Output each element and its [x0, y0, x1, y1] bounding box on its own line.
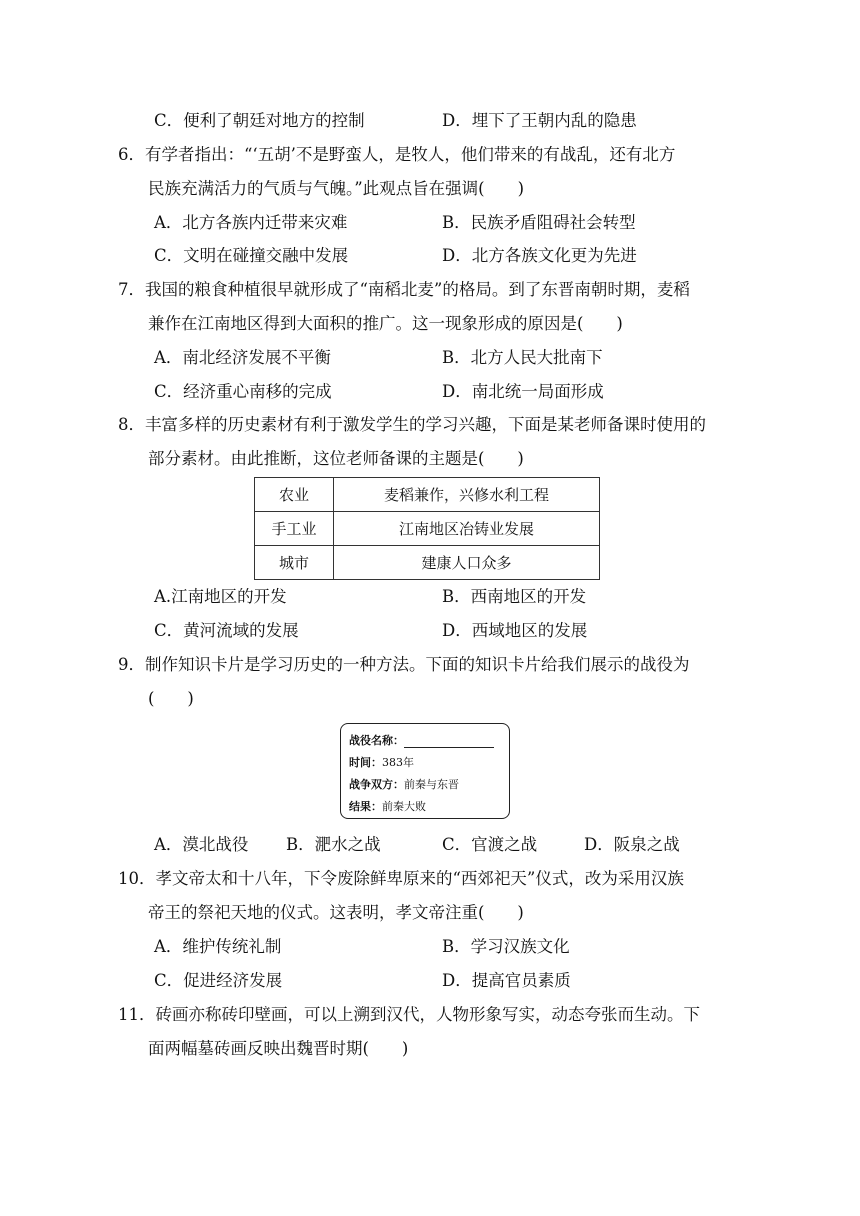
q9-stem-line2: ( )	[148, 689, 194, 708]
answer-blank	[404, 735, 494, 748]
table-row	[255, 546, 600, 580]
q10-stem-line2: 帝王的祭祀天地的仪式。这表明，孝文帝注重( )	[148, 903, 524, 922]
q6-stem-line1: 6．有学者指出：“‘五胡’不是野蛮人，是牧人，他们带来的有战乱，还有北方	[118, 145, 676, 164]
card-time-value: 383年	[382, 756, 414, 769]
table-cell: 城市	[255, 546, 334, 580]
q6-option-d: D．北方各族文化更为先进	[442, 246, 637, 265]
q8-option-c: C．黄河流域的发展	[154, 621, 299, 640]
q8-material-table	[254, 477, 600, 580]
q11-stem-line1: 11．砖画亦称砖印壁画，可以上溯到汉代，人物形象写实，动态夸张而生动。下	[118, 1005, 700, 1024]
q6-stem-line2: 民族充满活力的气质与气魄。”此观点旨在强调( )	[148, 179, 525, 198]
table-cell: 江南地区冶铸业发展	[334, 512, 600, 546]
q7-option-b: B．北方人民大批南下	[442, 348, 603, 367]
q9-stem-line1: 9．制作知识卡片是学习历史的一种方法。下面的知识卡片给我们展示的战役为	[118, 655, 690, 674]
q10-option-c: C．促进经济发展	[154, 971, 283, 990]
card-row-sides	[349, 774, 501, 796]
card-result-label: 结果：	[349, 800, 382, 813]
q10-option-d: D．提高官员素质	[442, 971, 571, 990]
q7-option-d: D．南北统一局面形成	[442, 382, 604, 401]
q8-option-d: D．西域地区的发展	[442, 621, 588, 640]
table-cell: 手工业	[255, 512, 334, 546]
q7-stem-line2: 兼作在江南地区得到大面积的推广。这一现象形成的原因是( )	[148, 314, 623, 333]
q9-option-a: A．漠北战役	[154, 835, 249, 854]
card-row-result	[349, 796, 501, 818]
card-row-name	[349, 730, 501, 752]
table-row	[255, 512, 600, 546]
card-name-label: 战役名称：	[349, 734, 404, 747]
q9-option-d: D．阪泉之战	[584, 835, 680, 854]
card-time-label: 时间：	[349, 756, 382, 769]
q5-option-c: C．便利了朝廷对地方的控制	[154, 111, 365, 130]
q6-option-b: B．民族矛盾阻碍社会转型	[442, 213, 636, 232]
q7-option-a: A．南北经济发展不平衡	[154, 348, 331, 367]
table-cell: 农业	[255, 478, 334, 512]
q9-knowledge-card	[340, 723, 510, 819]
q9-option-b: B．淝水之战	[286, 835, 381, 854]
q9-option-c: C．官渡之战	[442, 835, 538, 854]
q7-option-c: C．经济重心南移的完成	[154, 382, 332, 401]
table-row	[255, 478, 600, 512]
card-sides-label: 战争双方：	[349, 778, 404, 791]
card-row-time	[349, 752, 501, 774]
q8-stem-line2: 部分素材。由此推断，这位老师备课的主题是( )	[148, 449, 524, 468]
card-sides-value: 前秦与东晋	[404, 778, 459, 791]
q10-option-b: B．学习汉族文化	[442, 937, 570, 956]
q6-option-a: A．北方各族内迁带来灾难	[154, 213, 348, 232]
q8-option-a: A.江南地区的开发	[154, 587, 287, 606]
q8-option-b: B．西南地区的开发	[442, 587, 587, 606]
q10-option-a: A．维护传统礼制	[154, 937, 282, 956]
q7-stem-line1: 7．我国的粮食种植很早就形成了“南稻北麦”的格局。到了东晋南朝时期，麦稻	[118, 280, 690, 299]
q11-stem-line2: 面两幅墓砖画反映出魏晋时期( )	[148, 1039, 409, 1058]
table-cell: 建康人口众多	[334, 546, 600, 580]
card-result-value: 前秦大败	[382, 800, 426, 813]
q6-option-c: C．文明在碰撞交融中发展	[154, 246, 349, 265]
q8-stem-line1: 8．丰富多样的历史素材有利于激发学生的学习兴趣，下面是某老师备课时使用的	[118, 415, 706, 434]
q10-stem-line1: 10．孝文帝太和十八年，下令废除鲜卑原来的“西郊祀天”仪式，改为采用汉族	[118, 869, 684, 888]
q5-option-d: D．埋下了王朝内乱的隐患	[442, 111, 637, 130]
table-cell: 麦稻兼作，兴修水利工程	[334, 478, 600, 512]
